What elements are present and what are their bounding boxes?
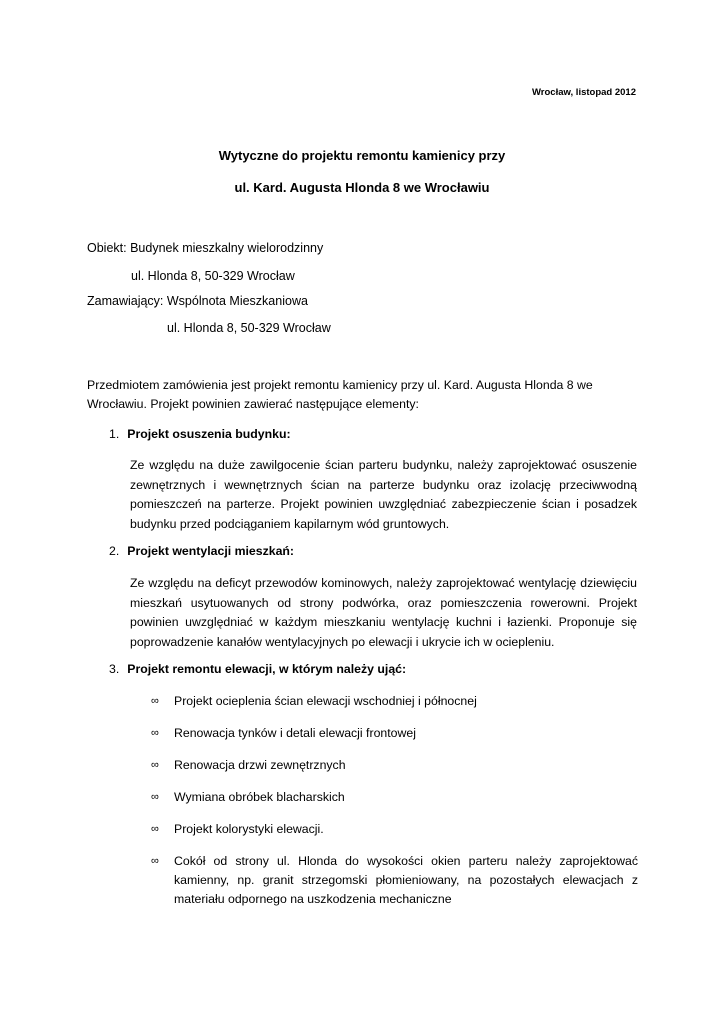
section-2-paragraph: Ze względu na deficyt przewodów kominowych, należy zaprojektować wentylację dziewięciu mieszkań usytuowanych od strony podwórka, oraz pomieszczenia rowerowni. Projekt powinien uwzględniać w każdym mieszkaniu wentylację kuchni i łazienki. Proponuje się poprowadzenie kanałów wentylacyjnych po elewacji i ukrycie ich w ociepleniu. [130,576,637,649]
infinity-bullet-icon: ∞ [151,855,159,867]
section-heading-3 [109,662,406,676]
section-1-paragraph: Ze względu na duże zawilgocenie ścian parteru budynku, należy zaprojektować osuszenie zewnętrznych i wewnętrznych ścian na parterze budynku oraz izolację przeciwwodną pomieszczeń na parterze. Projekt powinien uwzględniać zabezpieczenie ścian i posadzek budynku przed podciąganiem kapilarnym wód gruntowych. [130,458,637,531]
infinity-bullet-icon: ∞ [151,695,159,707]
list-item: Projekt kolorystyki elewacji. [174,822,324,836]
infinity-bullet-icon: ∞ [151,759,159,771]
list-item: Cokół od strony ul. Hlonda do wysokości okien parteru należy zaprojektować kamienny, np. granit strzegomski płomieniowany, na pozostałych elewacjach z materiału odpornego na uszkodzenia mechaniczne [174,854,638,906]
section-number: 1. [109,427,120,441]
section-title: Projekt wentylacji mieszkań: [127,544,295,558]
infinity-bullet-icon: ∞ [151,727,159,739]
intro-line-2: Wrocławiu. Projekt powinien zawierać następujące elementy: [87,397,419,411]
object-label: Obiekt: Budynek mieszkalny wielorodzinny [87,241,324,255]
object-address: ul. Hlonda 8, 50-329 Wrocław [131,269,295,283]
list-item: Renowacja drzwi zewnętrznych [174,758,346,772]
section-heading-2 [109,544,294,558]
infinity-bullet-icon: ∞ [151,791,159,803]
list-item: Renowacja tynków i detali elewacji frontowej [174,726,416,740]
section-title: Projekt osuszenia budynku: [127,427,291,441]
client-address: ul. Hlonda 8, 50-329 Wrocław [167,321,331,335]
section-heading-1 [109,427,291,441]
client-label: Zamawiający: Wspólnota Mieszkaniowa [87,294,308,308]
section-number: 3. [109,662,120,676]
intro-line-1: Przedmiotem zamówienia jest projekt remontu kamienicy przy ul. Kard. Augusta Hlonda 8 we [87,378,593,392]
document-title-line-2: ul. Kard. Augusta Hlonda 8 we Wrocławiu [234,180,490,195]
infinity-bullet-icon: ∞ [151,823,159,835]
list-item: Wymiana obróbek blacharskich [174,790,345,804]
section-number: 2. [109,544,120,558]
document-date: Wrocław, listopad 2012 [531,87,636,98]
document-title-line-1: Wytyczne do projektu remontu kamienicy przy [218,148,506,163]
section-title: Projekt remontu elewacji, w którym należy ująć: [127,662,407,676]
list-item: Projekt ocieplenia ścian elewacji wschodniej i północnej [174,694,477,708]
